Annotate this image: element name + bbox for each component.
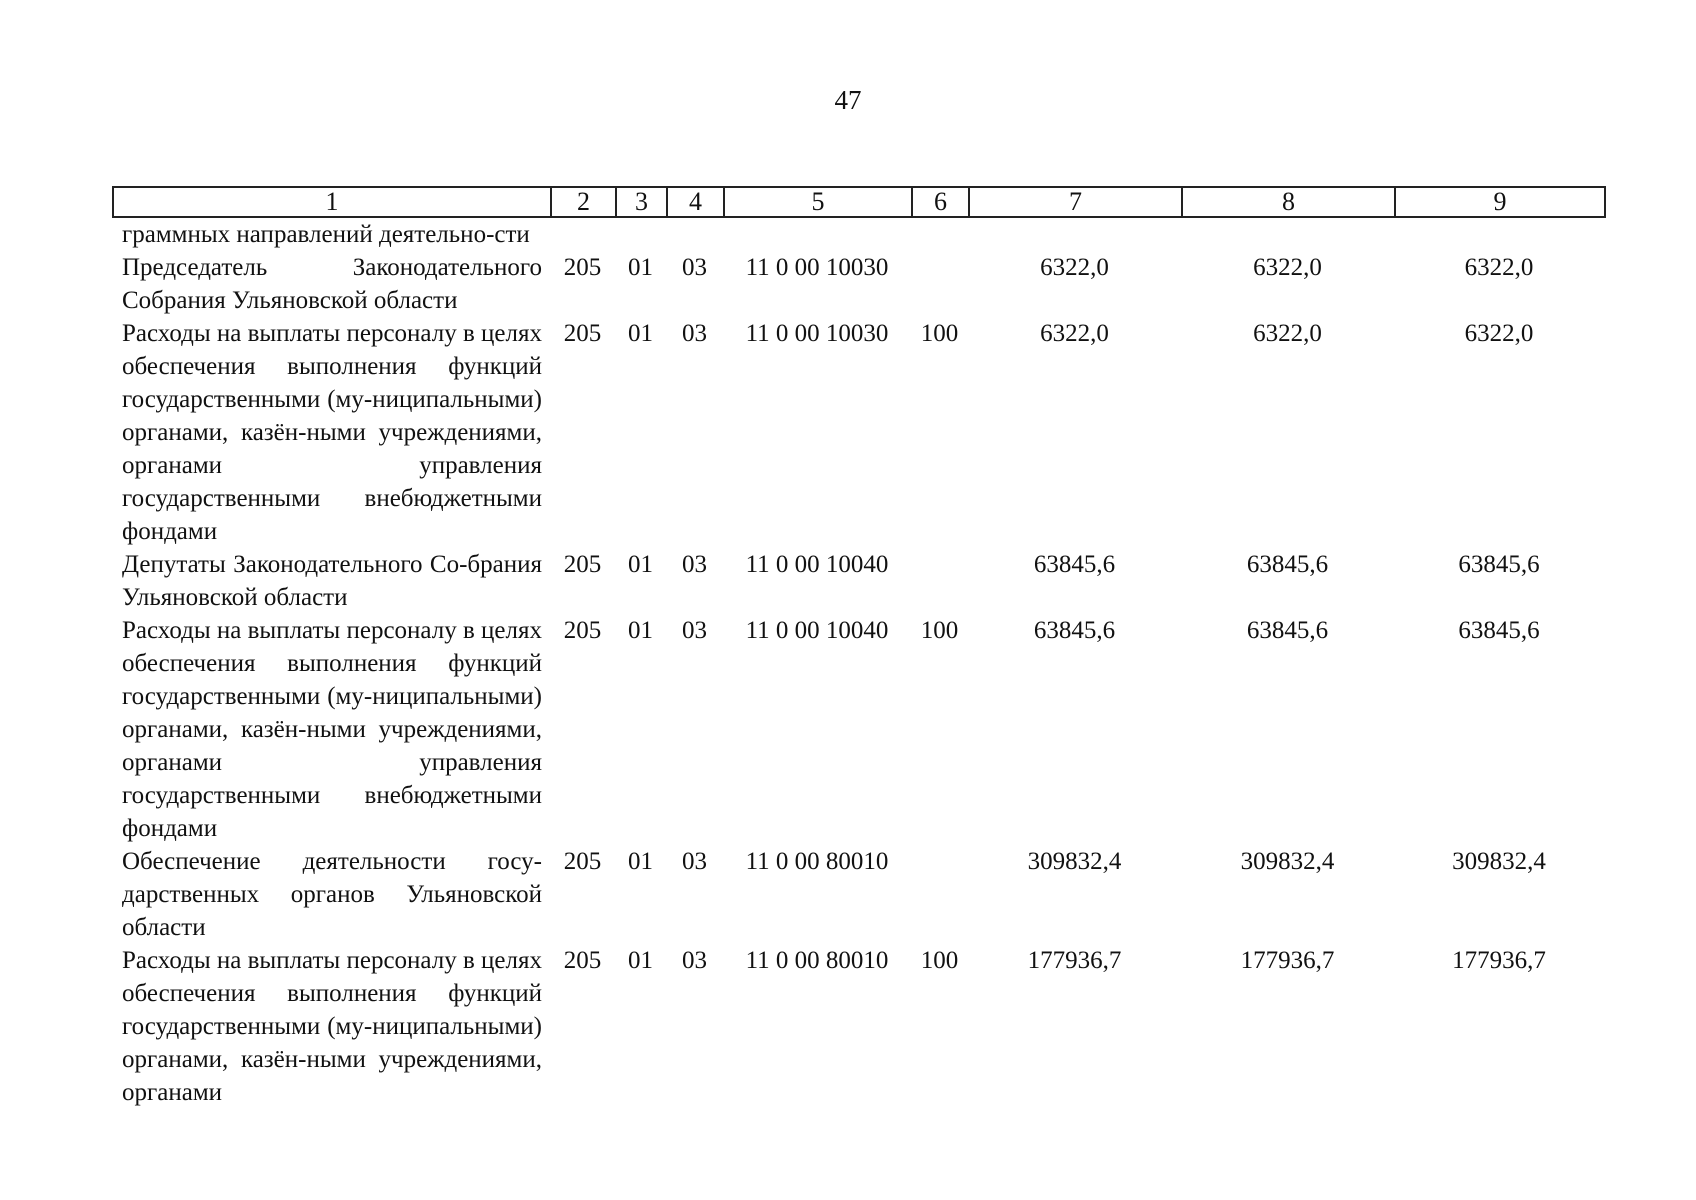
row-col-3 [615,218,666,251]
header-col-7: 7 [969,187,1182,217]
row-col-8: 177936,7 [1240,947,1335,974]
row-col-2 [550,218,615,251]
row-col-7 [968,218,1181,251]
row-col-8: 6322,0 [1253,254,1322,281]
row-col-7: 63845,6 [1033,617,1116,644]
row-col-4: 03 [682,848,707,875]
row-col-2: 205 [563,320,602,347]
row-col-3: 01 [628,947,653,974]
row-name: Расходы на выплаты персоналу в целях обеспечения выполнения функций государственными (му-ниципальными) органами, казён-ными учреждениями, органами управления государственными внебюджетными фондами [122,617,542,842]
row-col-3: 01 [628,551,653,578]
row-name: Обеспечение деятельности госу-дарственных органов Ульяновской области [122,848,542,941]
row-col-5: 11 0 00 80010 [745,848,889,875]
row-col-4 [666,218,723,251]
header-col-6: 6 [912,187,969,217]
header-col-8: 8 [1182,187,1395,217]
row-col-8: 6322,0 [1253,320,1322,347]
budget-table [112,218,1604,1109]
row-col-9: 63845,6 [1458,551,1540,578]
header-row [113,187,1605,217]
row-col-9: 63845,6 [1458,617,1540,644]
row-col-2: 205 [563,551,602,578]
header-col-4: 4 [667,187,724,217]
row-col-7: 309832,4 [1027,848,1122,875]
row-col-6 [911,548,968,614]
row-col-2: 205 [563,254,602,281]
row-col-4: 03 [682,947,707,974]
row-name: Расходы на выплаты персоналу в целях обеспечения выполнения функций государственными (му-ниципальными) органами, казён-ными учреждениями, органами [122,947,542,1106]
row-col-3: 01 [628,320,653,347]
row-name: граммных направлений деятельно-сти [122,221,530,248]
row-name: Расходы на выплаты персоналу в целях обеспечения выполнения функций государственными (му-ниципальными) органами, казён-ными учреждениями, органами управления государственными внебюджетными фондами [122,320,542,545]
row-col-7: 6322,0 [1040,320,1109,347]
row-col-4: 03 [682,320,707,347]
row-col-8: 63845,6 [1246,617,1329,644]
row-col-9 [1394,218,1604,251]
row-col-6 [911,845,968,944]
row-col-9: 6322,0 [1464,320,1534,347]
row-col-3: 01 [628,617,653,644]
table-row [112,218,1604,251]
row-col-7: 177936,7 [1027,947,1122,974]
table-row [112,614,1604,845]
table-row [112,845,1604,944]
table-row [112,251,1604,317]
row-col-9: 6322,0 [1464,254,1534,281]
header-col-1: 1 [113,187,551,217]
row-col-9: 309832,4 [1452,848,1546,875]
row-col-5 [723,218,911,251]
page-number: 47 [834,85,862,115]
header-col-2: 2 [551,187,616,217]
row-col-6 [911,251,968,317]
row-col-8 [1181,218,1394,251]
row-col-8: 309832,4 [1240,848,1335,875]
column-number-header [112,186,1606,218]
row-col-9: 177936,7 [1452,947,1546,974]
row-col-8: 63845,6 [1246,551,1329,578]
row-col-6 [911,218,968,251]
row-col-6: 100 [920,947,959,974]
header-col-3: 3 [616,187,667,217]
row-col-6: 100 [920,320,959,347]
row-col-5: 11 0 00 10040 [745,617,889,644]
row-col-5: 11 0 00 10030 [745,320,889,347]
row-col-5: 11 0 00 10030 [745,254,889,281]
row-col-6: 100 [920,617,959,644]
row-col-5: 11 0 00 80010 [745,947,889,974]
row-col-3: 01 [628,254,653,281]
row-name: Председатель Законодательного Собрания Ульяновской области [122,254,542,314]
table-row [112,548,1604,614]
row-name: Депутаты Законодательного Со-брания Ульяновской области [122,551,542,611]
row-col-4: 03 [682,254,707,281]
row-col-7: 6322,0 [1040,254,1109,281]
row-col-2: 205 [563,947,602,974]
row-col-2: 205 [563,617,602,644]
row-col-5: 11 0 00 10040 [745,551,889,578]
row-col-2: 205 [563,848,602,875]
table-row [112,317,1604,548]
row-col-3: 01 [628,848,653,875]
row-col-7: 63845,6 [1033,551,1116,578]
row-col-4: 03 [682,617,707,644]
header-col-9: 9 [1395,187,1605,217]
header-col-5: 5 [724,187,912,217]
table-row [112,944,1604,1109]
row-col-4: 03 [682,551,707,578]
